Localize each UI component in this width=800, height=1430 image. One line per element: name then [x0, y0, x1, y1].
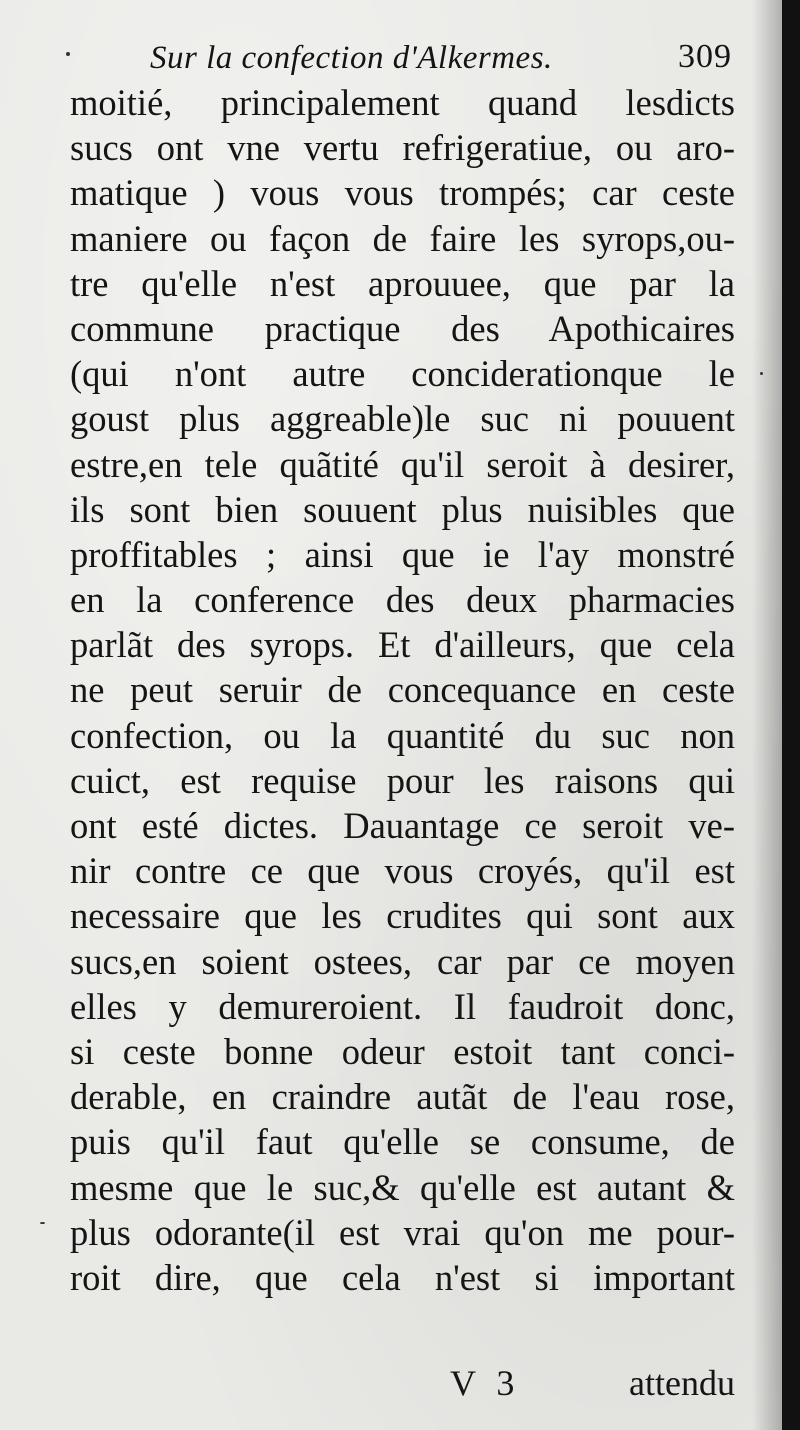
text-line: si ceste bonne odeur estoit tant conci- [70, 1030, 735, 1072]
text-line: parlãt des syrops. Et d'ailleurs, que cela [70, 624, 735, 666]
text-line: ont esté dictes. Dauantage ce seroit ve- [70, 805, 735, 846]
text-line: cuict, est requise pour les raisons qui [70, 759, 735, 801]
text-line: goust plus aggreable)le suc ni pouuent [70, 398, 735, 440]
text-line: elles y demureroient. Il faudroit donc, [70, 985, 735, 1027]
text-line: derable, en craindre autãt de l'eau rose, [70, 1076, 735, 1118]
text-line: en la conference des deux pharmacies [70, 579, 735, 621]
ink-speck [66, 52, 70, 56]
text-line: ils sont bien souuent plus nuisibles que [70, 488, 735, 530]
text-line: plus odorante(il est vrai qu'on me pour- [70, 1211, 735, 1253]
text-line: maniere ou façon de faire les syrops,ou- [70, 217, 735, 259]
text-line: proffitables ; ainsi que ie l'ay monstré [70, 533, 735, 575]
page-footer [70, 1362, 735, 1412]
text-line: necessaire que les crudites qui sont aux [70, 895, 735, 937]
text-line: sucs,en soient ostees, car par ce moyen [70, 940, 735, 982]
text-line: confection, ou la quantité du suc non [70, 714, 735, 756]
ink-speck [760, 372, 763, 375]
body-text [70, 80, 735, 1300]
text-line: estre,en tele quãtité qu'il seroit à desirer, [70, 443, 735, 485]
text-line: roit dire, que cela n'est si important [70, 1256, 735, 1298]
ink-speck [40, 1222, 45, 1224]
text-line: matique ) vous vous trompés; car ceste [70, 172, 735, 214]
catchword: attendu [629, 1363, 735, 1403]
text-line: puis qu'il faut qu'elle se consume, de [70, 1121, 735, 1163]
page-number: 309 [678, 38, 732, 75]
page-edge-shadow [782, 0, 800, 1430]
text-line: nir contre ce que vous croyés, qu'il est [70, 850, 735, 892]
text-line: ne peut seruir de concequance en ceste [70, 669, 735, 711]
signature-mark: V 3 [450, 1363, 521, 1403]
text-line: tre qu'elle n'est aprouuee, que par la [70, 262, 735, 304]
text-line: sucs ont vne vertu refrigeratiue, ou aro- [70, 127, 735, 169]
text-line: mesme que le suc,& qu'elle est autant & [70, 1166, 735, 1208]
text-line: commune practique des Apothicaires [70, 307, 735, 349]
running-title: Sur la confection d'Alkermes. [150, 40, 553, 76]
binding-shadow [752, 0, 782, 1430]
text-line: moitié, principalement quand lesdicts [70, 82, 735, 123]
text-line: (qui n'ont autre conciderationque le [70, 353, 735, 395]
